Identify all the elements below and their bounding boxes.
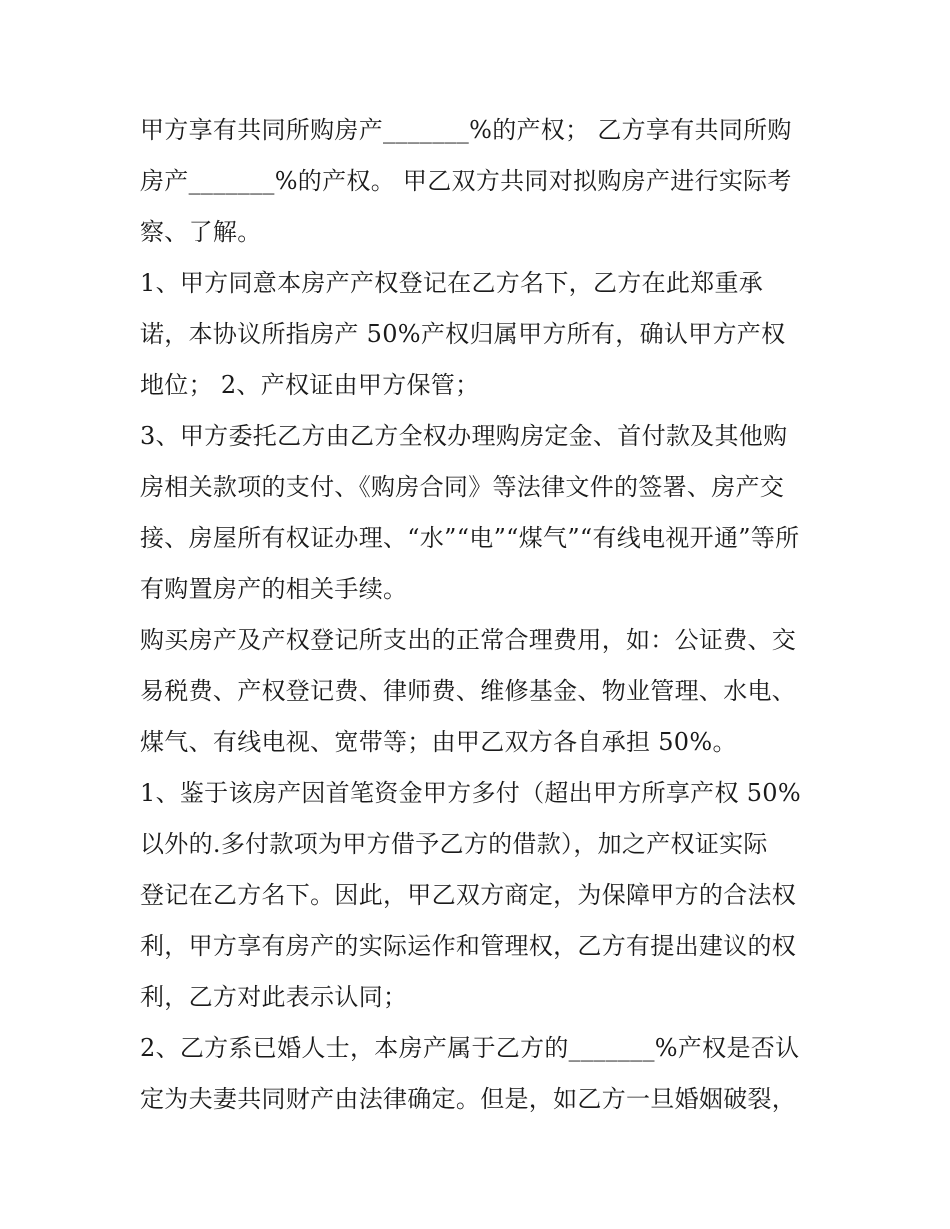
text-line: 2、乙方系已婚人士，本房产属于乙方的_______%产权是否认	[140, 1034, 800, 1062]
text-line: 1、鉴于该房产因首笔资金甲方多付（超出甲方所享产权 50%	[140, 779, 801, 807]
text-line: 察、了解。	[140, 218, 262, 246]
text-line: 利，甲方享有房产的实际运作和管理权，乙方有提出建议的权	[140, 932, 797, 960]
text-line: 甲方享有共同所购房产_______%的产权； 乙方享有共同所购	[140, 116, 792, 144]
text-line: 1、甲方同意本房产产权登记在乙方名下，乙方在此郑重承	[140, 269, 764, 297]
text-line: 房相关款项的支付、《购房合同》等法律文件的签署、房产交	[140, 473, 785, 501]
text-line: 地位； 2、产权证由甲方保管；	[140, 371, 480, 399]
text-line: 利，乙方对此表示认同；	[140, 983, 408, 1011]
text-line: 有购置房产的相关手续。	[140, 575, 408, 603]
text-line: 3、甲方委托乙方由乙方全权办理购房定金、首付款及其他购	[140, 422, 788, 450]
text-line: 定为夫妻共同财产由法律确定。但是，如乙方一旦婚姻破裂，	[140, 1085, 797, 1113]
text-line: 煤气、有线电视、宽带等；由甲乙双方各自承担 50%。	[140, 728, 737, 756]
text-line: 购买房产及产权登记所支出的正常合理费用，如：公证费、交	[140, 626, 797, 654]
text-line: 房产_______%的产权。 甲乙双方共同对拟购房产进行实际考	[140, 167, 792, 195]
text-line: 诺，本协议所指房产 50%产权归属甲方所有，确认甲方产权	[140, 320, 786, 348]
text-line: 接、房屋所有权证办理、“水”“电”“煤气”“有线电视开通”等所	[140, 524, 800, 552]
text-line: 登记在乙方名下。因此，甲乙双方商定，为保障甲方的合法权	[140, 881, 797, 909]
text-line: 易税费、产权登记费、律师费、维修基金、物业管理、水电、	[140, 677, 797, 705]
text-line: 以外的.多付款项为甲方借予乙方的借款），加之产权证实际	[140, 830, 768, 858]
